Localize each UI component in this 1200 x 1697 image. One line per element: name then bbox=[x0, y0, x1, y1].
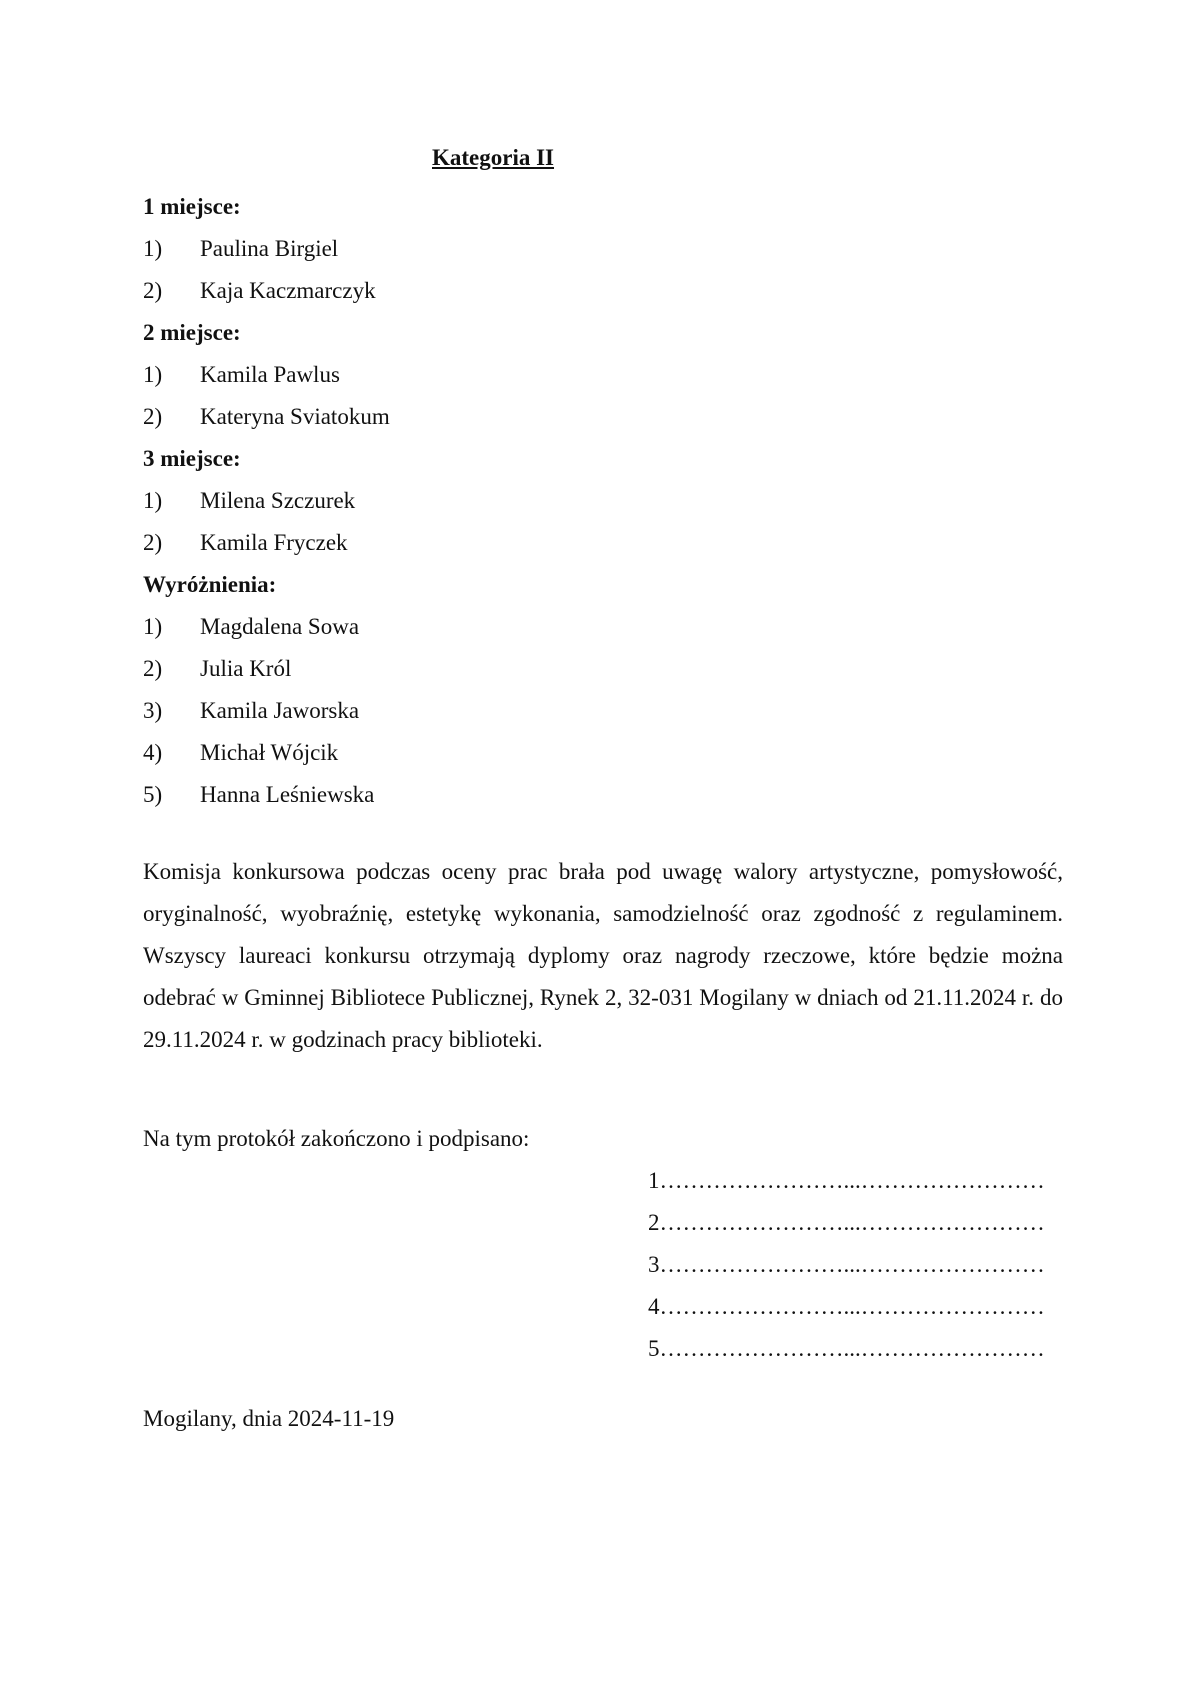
item-name: Kamila Jaworska bbox=[200, 698, 360, 723]
list-item bbox=[143, 480, 1043, 522]
winners-list bbox=[143, 186, 1043, 816]
signature-line: 5……………………...…………………… bbox=[648, 1336, 1045, 1361]
section-heading: Wyróżnienia: bbox=[143, 572, 277, 597]
list-item bbox=[143, 270, 1043, 312]
list-item bbox=[143, 774, 1043, 816]
item-name: Paulina Birgiel bbox=[200, 236, 339, 261]
item-name: Michał Wójcik bbox=[200, 740, 339, 765]
item-name: Kateryna Sviatokum bbox=[200, 404, 390, 429]
place-date-line: Mogilany, dnia 2024-11-19 bbox=[143, 1406, 395, 1431]
item-name: Kaja Kaczmarczyk bbox=[200, 278, 376, 303]
signature-line: 4……………………...…………………… bbox=[648, 1294, 1045, 1319]
item-number: 2) bbox=[143, 530, 163, 555]
item-name: Kamila Fryczek bbox=[200, 530, 348, 555]
item-name: Kamila Pawlus bbox=[200, 362, 340, 387]
item-number: 4) bbox=[143, 740, 163, 765]
item-number: 5) bbox=[143, 782, 163, 807]
item-number: 2) bbox=[143, 278, 163, 303]
item-number: 3) bbox=[143, 698, 163, 723]
section-heading: 3 miejsce: bbox=[143, 446, 241, 471]
list-item bbox=[143, 648, 1043, 690]
body-paragraph: Komisja konkursowa podczas oceny prac brała pod uwagę walory artystyczne, pomysłowość, oryginalność, wyobraźnię, estetykę wykonania, samodzielność oraz zgodność z regulaminem. Wszyscy laureaci konkursu otrzymają dyplomy oraz nagrody rzeczowe, które będzie można odebrać w Gminnej Bibliotece Publicznej, Rynek 2, 32-031 Mogilany w dniach od 21.11.2024 r. do 29.11.2024 r. w godzinach pracy biblioteki. bbox=[143, 859, 1063, 1052]
list-item bbox=[143, 354, 1043, 396]
list-item bbox=[143, 732, 1043, 774]
document-title: Kategoria II bbox=[432, 145, 555, 170]
section-heading: 1 miejsce: bbox=[143, 194, 241, 219]
signature-lines bbox=[648, 1160, 1068, 1370]
list-item bbox=[143, 522, 1043, 564]
list-item bbox=[143, 606, 1043, 648]
list-item bbox=[143, 228, 1043, 270]
item-number: 2) bbox=[143, 404, 163, 429]
signature-line: 2……………………...…………………… bbox=[648, 1210, 1045, 1235]
item-number: 2) bbox=[143, 656, 163, 681]
signature-line: 3……………………...…………………… bbox=[648, 1252, 1045, 1277]
closing-statement: Na tym protokół zakończono i podpisano: bbox=[143, 1126, 530, 1151]
item-number: 1) bbox=[143, 488, 163, 513]
item-name: Milena Szczurek bbox=[200, 488, 356, 513]
item-number: 1) bbox=[143, 362, 163, 387]
signature-line: 1……………………...…………………… bbox=[648, 1168, 1045, 1193]
list-item bbox=[143, 396, 1043, 438]
section-heading: 2 miejsce: bbox=[143, 320, 241, 345]
list-item bbox=[143, 690, 1043, 732]
item-number: 1) bbox=[143, 614, 163, 639]
item-number: 1) bbox=[143, 236, 163, 261]
item-name: Magdalena Sowa bbox=[200, 614, 360, 639]
item-name: Julia Król bbox=[200, 656, 292, 681]
item-name: Hanna Leśniewska bbox=[200, 782, 375, 807]
